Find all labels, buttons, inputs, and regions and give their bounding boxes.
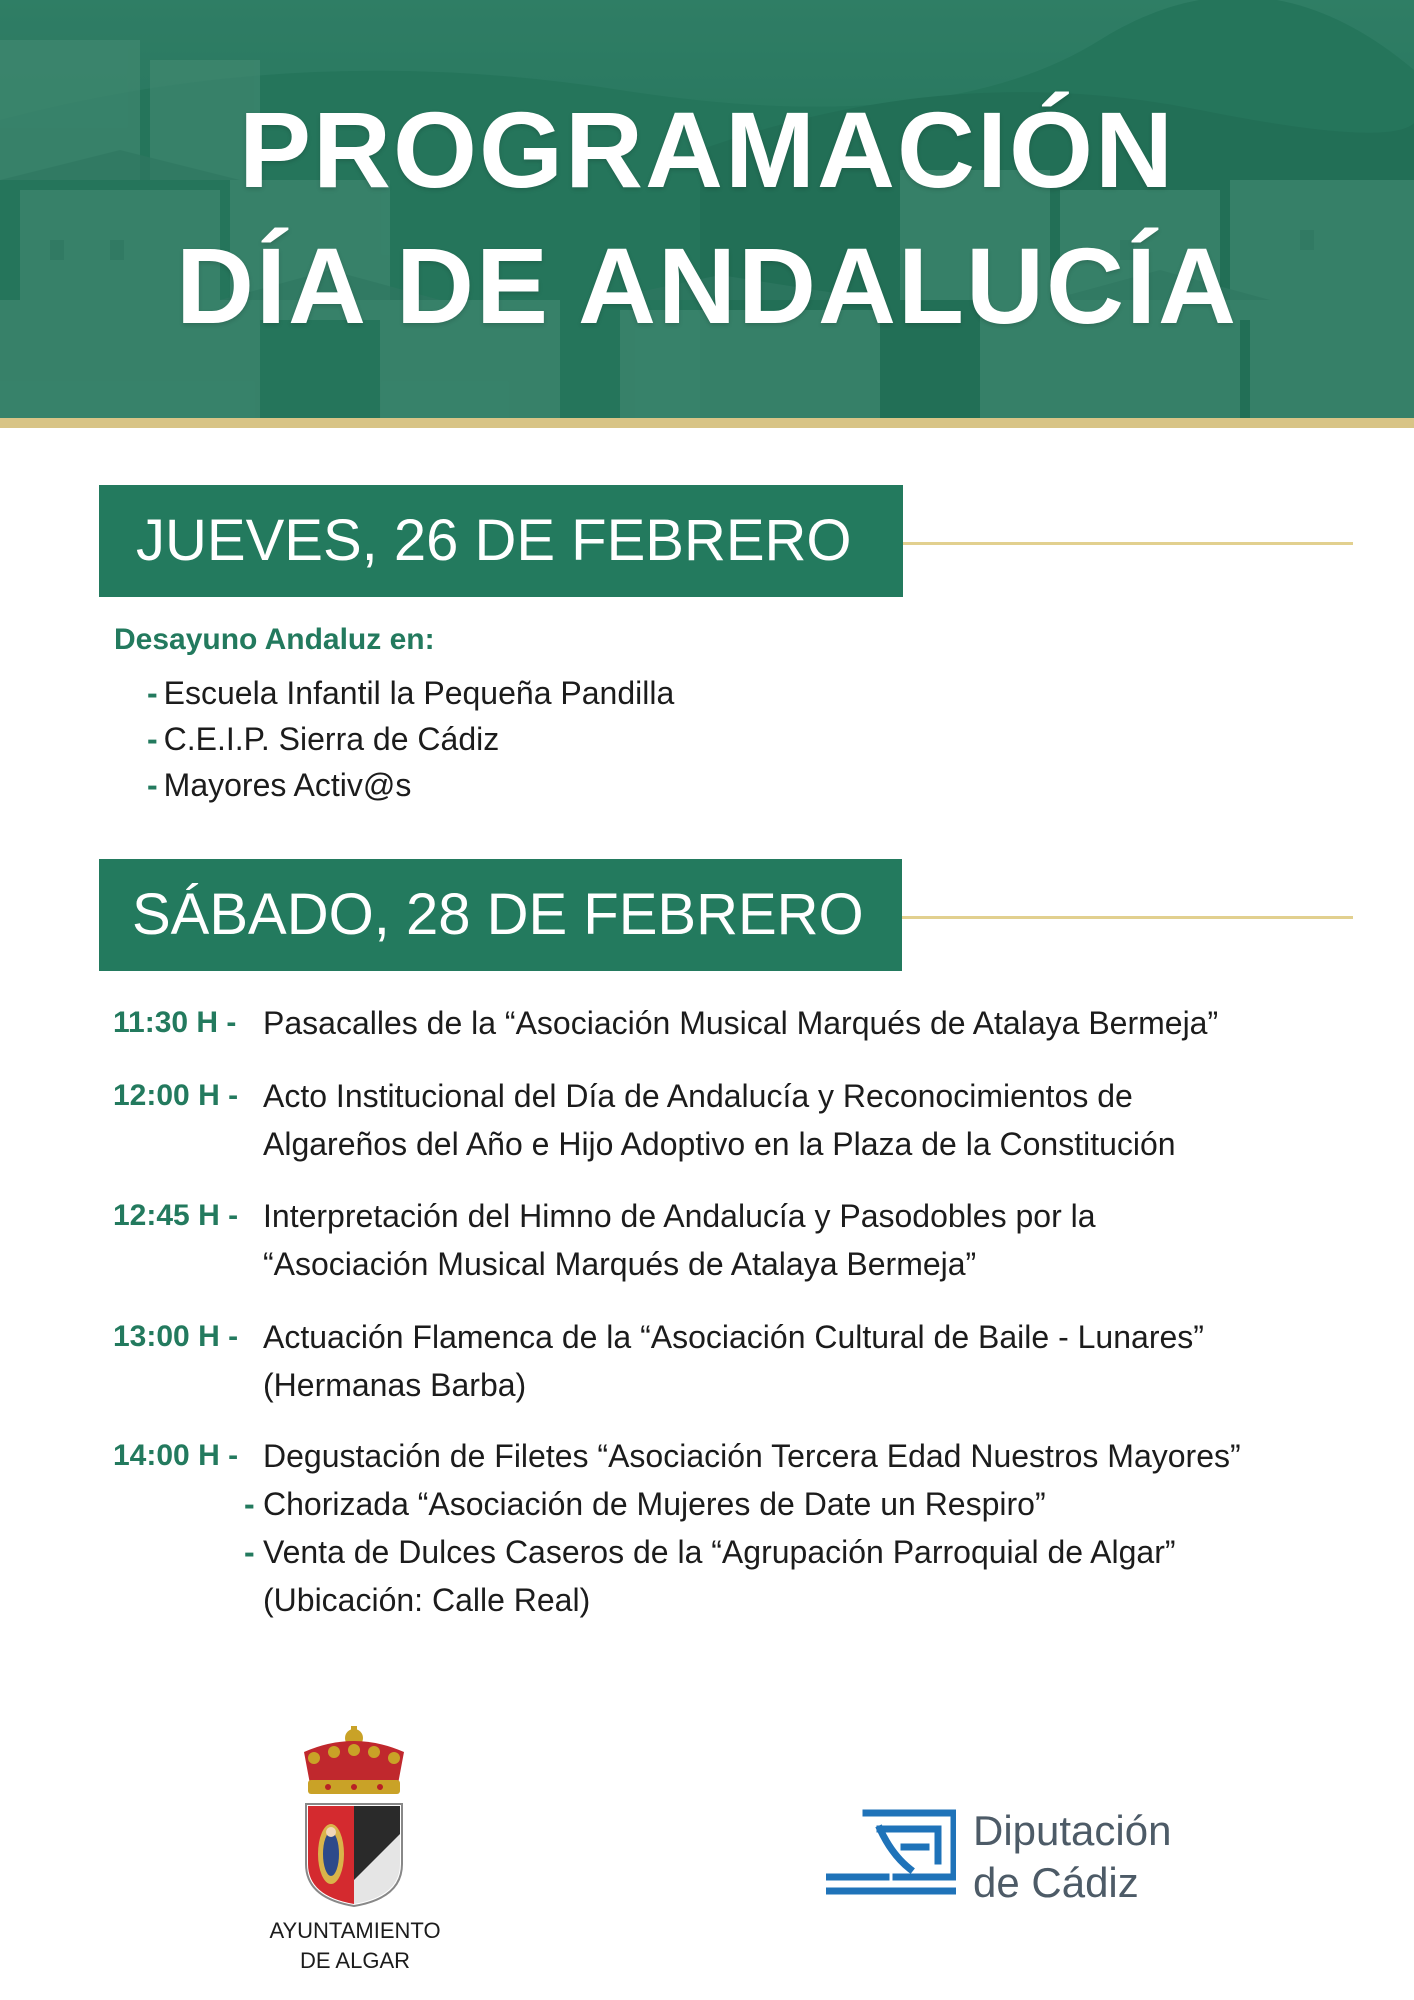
day1-list-item: - C.E.I.P. Sierra de Cádiz xyxy=(147,721,500,757)
ayuntamiento-label xyxy=(230,1916,480,1976)
day1-list-item: - Escuela Infantil la Pequeña Pandilla xyxy=(147,675,675,711)
schedule-time: 14:00 H - xyxy=(113,1439,239,1472)
schedule-description: (Hermanas Barba) xyxy=(263,1367,527,1403)
day1-title: JUEVES, 26 DE FEBRERO xyxy=(136,508,852,573)
schedule-description: Algareños del Año e Hijo Adoptivo en la Plaza de la Constitución xyxy=(263,1126,1176,1162)
day2-banner xyxy=(99,859,902,971)
day2-divider-line xyxy=(902,916,1353,919)
day1-list-item: - Mayores Activ@s xyxy=(147,767,412,803)
day1-banner xyxy=(99,485,903,597)
schedule-description: Interpretación del Himno de Andalucía y Pasodobles por la xyxy=(263,1198,1096,1234)
schedule-description: Pasacalles de la “Asociación Musical Marqués de Atalaya Bermeja” xyxy=(263,1005,1219,1041)
diputacion-line-1: Diputación xyxy=(973,1807,1172,1854)
day1-list-item-text: Escuela Infantil la Pequeña Pandilla xyxy=(163,675,675,711)
schedule-time: 12:00 H - xyxy=(113,1079,239,1112)
schedule-time: 12:45 H - xyxy=(113,1199,239,1232)
schedule-time: 11:30 H - xyxy=(113,1006,237,1039)
title-line-2: DÍA DE ANDALUCÍA xyxy=(176,225,1238,346)
day2-title: SÁBADO, 28 DE FEBRERO xyxy=(132,882,864,947)
sub-item-dash: - xyxy=(244,1486,255,1522)
header-gold-divider xyxy=(0,418,1414,428)
schedule-time: 13:00 H - xyxy=(113,1320,239,1353)
ayuntamiento-line-2: DE ALGAR xyxy=(299,1948,411,1973)
algar-coat-of-arms-icon xyxy=(294,1722,414,1912)
header-banner xyxy=(0,0,1414,418)
day1-divider-line xyxy=(903,542,1353,545)
day1-list-item-text: C.E.I.P. Sierra de Cádiz xyxy=(163,721,500,757)
sub-item-dash: - xyxy=(244,1534,255,1570)
schedule-description: Chorizada “Asociación de Mujeres de Date un Respiro” xyxy=(263,1486,1046,1522)
diputacion-line-2: de Cádiz xyxy=(973,1859,1139,1906)
day1-subtitle: Desayuno Andaluz en: xyxy=(114,623,435,656)
schedule-description: Actuación Flamenca de la “Asociación Cultural de Baile - Lunares” xyxy=(263,1319,1204,1355)
schedule-description: (Ubicación: Calle Real) xyxy=(263,1582,591,1618)
title-line-1: PROGRAMACIÓN xyxy=(239,89,1175,210)
ayuntamiento-line-1: AYUNTAMIENTO xyxy=(269,1918,441,1943)
day1-list-item-text: Mayores Activ@s xyxy=(163,767,412,803)
schedule-description: Acto Institucional del Día de Andalucía y Reconocimientos de xyxy=(263,1078,1133,1114)
schedule-description: “Asociación Musical Marqués de Atalaya Bermeja” xyxy=(263,1246,977,1282)
diputacion-label xyxy=(973,1805,1171,1909)
diputacion-cadiz-logo-icon xyxy=(826,1807,956,1897)
schedule-description: Venta de Dulces Caseros de la “Agrupación Parroquial de Algar” xyxy=(263,1534,1176,1570)
schedule-description: Degustación de Filetes “Asociación Tercera Edad Nuestros Mayores” xyxy=(263,1438,1241,1474)
